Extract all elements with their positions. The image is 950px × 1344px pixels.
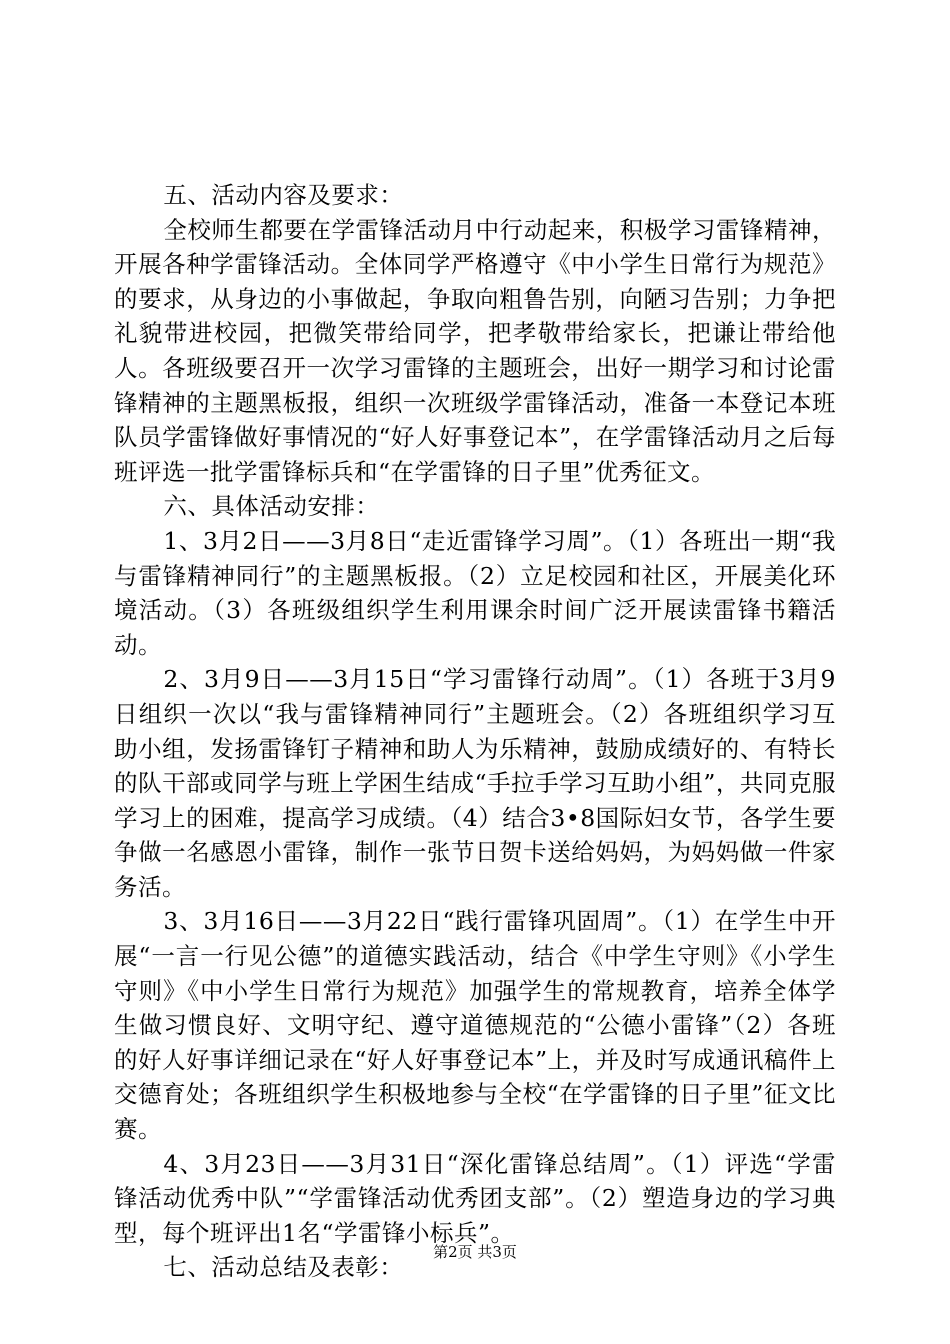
- section-heading-7: 七、活动总结及表彰：: [163, 1253, 404, 1282]
- section-heading-6: 六、具体活动安排：: [163, 492, 380, 521]
- paragraph-week-2: 2、3月9日——3月15日“学习雷锋行动周”。（1）各班于3月9日组织一次以“我与雷锋精神同行”主题班会。（2）各班组织学习互助小组，发扬雷锋钉子精神和助人为乐精神，鼓励成绩好的、有特长的队干部或同学与班上学困生结成“手拉手学习互助小组”，共同克服学习上的困难，提高学习成绩。（4）结合3•8国际妇女节，各学生要争做一名感恩小雷锋，制作一张节日贺卡送给妈妈，为妈妈做一件家务活。: [114, 665, 836, 901]
- section-heading-5: 五、活动内容及要求：: [163, 181, 404, 209]
- page-footer: 第2页 共3页: [433, 1243, 517, 1261]
- paragraph-activity-requirements: 全校师生都要在学雷锋活动月中行动起来，积极学习雷锋精神，开展各种学雷锋活动。全体同学严格遵守《中小学生日常行为规范》的要求，从身边的小事做起，争取向粗鲁告别，向陋习告别；力争把礼貌带进校园，把微笑带给同学，把孝敬带给家长，把谦让带给他人。各班级要召开一次学习雷锋的主题班会，出好一期学习和讨论雷锋精神的主题黑板报，组织一次班级学雷锋活动，准备一本登记本班队员学雷锋做好事情况的“好人好事登记本”，在学雷锋活动月之后每班评选一批学雷锋标兵和“在学雷锋的日子里”优秀征文。: [114, 215, 836, 486]
- paragraph-week-4: 4、3月23日——3月31日“深化雷锋总结周”。（1）评选“学雷锋活动优秀中队”“学雷锋活动优秀团支部”。（2）塑造身边的学习典型，每个班评出1名“学雷锋小标兵”。: [114, 1149, 836, 1247]
- paragraph-week-1: 1、3月2日——3月8日“走近雷锋学习周”。（1）各班出一期“我与雷锋精神同行”的主题黑板报。（2）立足校园和社区，开展美化环境活动。（3）各班级组织学生利用课余时间广泛开展读雷锋书籍活动。: [114, 526, 836, 659]
- paragraph-week-3: 3、3月16日——3月22日“践行雷锋巩固周”。（1）在学生中开展“一言一行见公德”的道德实践活动，结合《中学生守则》《小学生守则》《中小学生日常行为规范》加强学生的常规教育，培养全体学生做习惯良好、文明守纪、遵守道德规范的“公德小雷锋”（2）各班的好人好事详细记录在“好人好事登记本”上，并及时写成通讯稿件上交德育处；各班组织学生积极地参与全校“在学雷锋的日子里”征文比赛。: [114, 907, 836, 1144]
- document-body: [114, 178, 836, 1285]
